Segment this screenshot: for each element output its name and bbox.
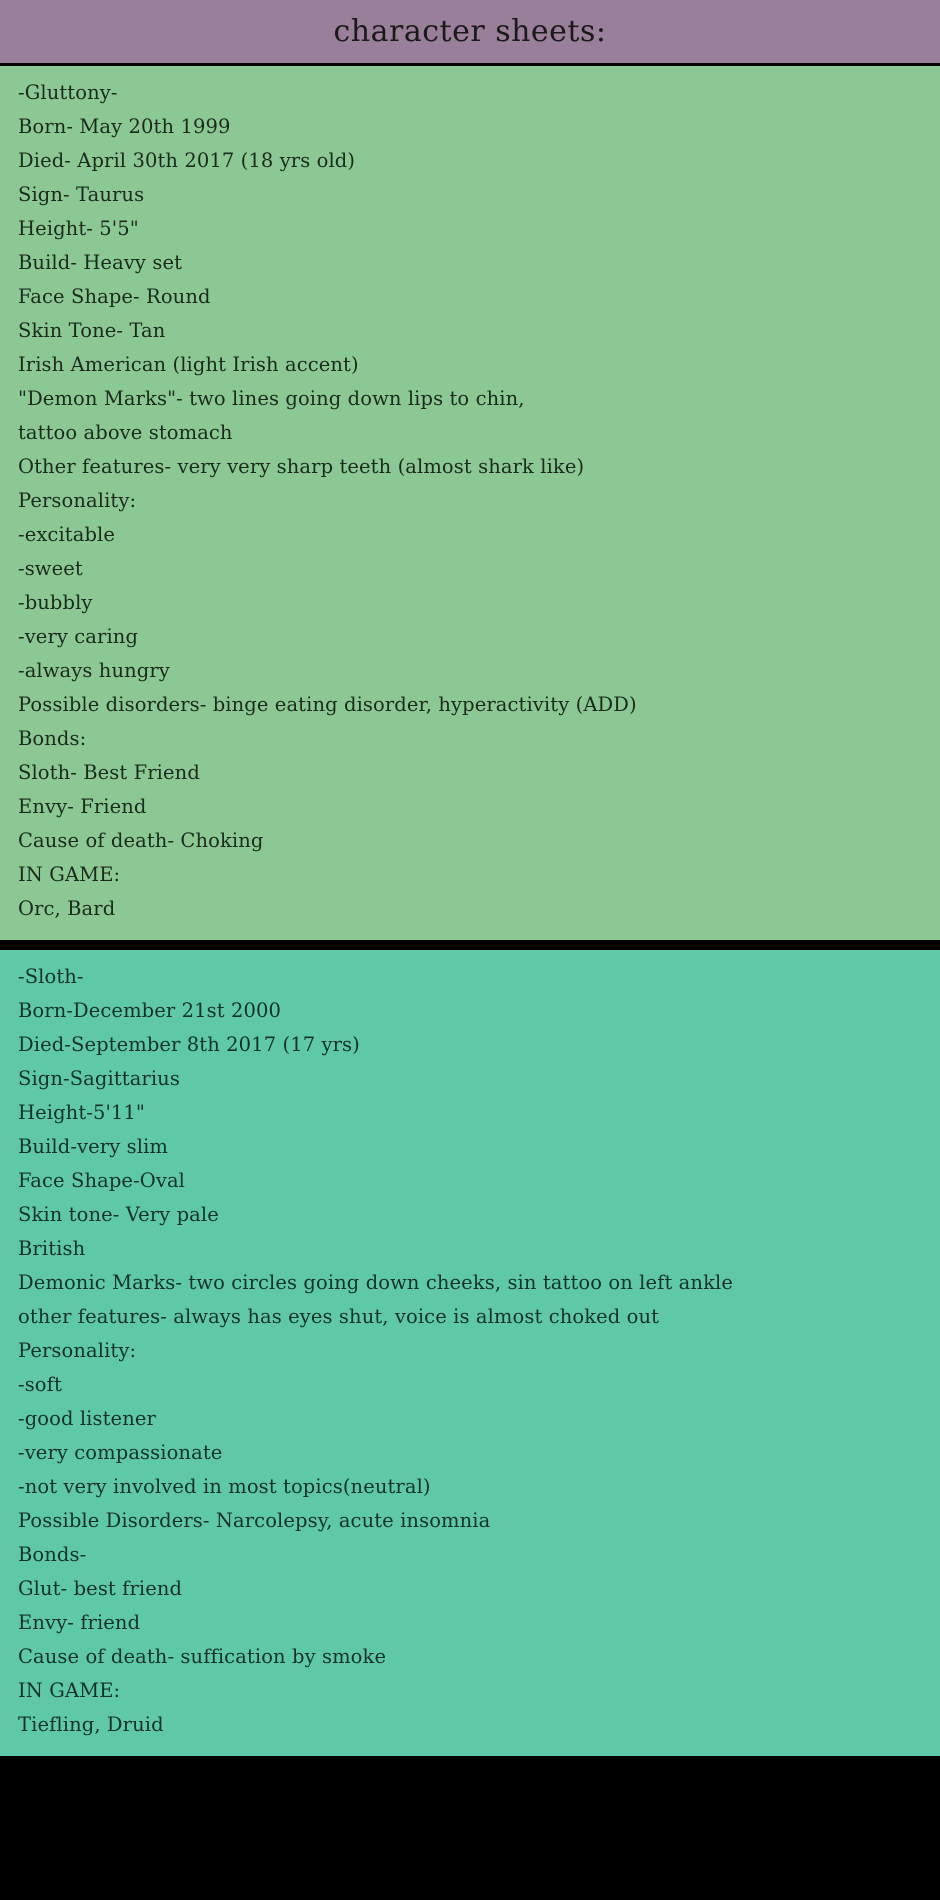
sheet-line: -soft	[18, 1373, 62, 1396]
sheet-line: Cause of death- Choking	[18, 829, 264, 852]
sheet-line: "Demon Marks"- two lines going down lips to chin,	[18, 387, 525, 410]
sheet-line: IN GAME:	[18, 1679, 121, 1702]
sheet-line: Envy- friend	[18, 1611, 141, 1634]
sheet-line: Died-September 8th 2017 (17 yrs)	[18, 1033, 360, 1056]
sheet-line: Skin tone- Very pale	[18, 1203, 219, 1226]
sheet-line: Personality:	[18, 489, 137, 512]
sheet-line: Height-5'11"	[18, 1101, 145, 1124]
sheet-line: Tiefling, Druid	[18, 1713, 164, 1736]
sheet-line: Sign- Taurus	[18, 183, 145, 206]
sheet-line: Sloth- Best Friend	[18, 761, 200, 784]
character-sheet-sloth	[0, 950, 940, 1756]
sheet-line: Build-very slim	[18, 1135, 168, 1158]
character-sheet-gluttony	[0, 66, 940, 940]
sheet-line: Sign-Sagittarius	[18, 1067, 180, 1090]
sheet-line: tattoo above stomach	[18, 421, 233, 444]
section-divider	[0, 940, 940, 950]
sheet-line: Born- May 20th 1999	[18, 115, 231, 138]
sheet-line: -very compassionate	[18, 1441, 223, 1464]
sheet-line: British	[18, 1237, 86, 1260]
sheet-line: -Gluttony-	[18, 81, 118, 104]
sheet-line: -very caring	[18, 625, 139, 648]
sheet-line: Irish American (light Irish accent)	[18, 353, 359, 376]
sheet-line: -always hungry	[18, 659, 170, 682]
sheet-line: -excitable	[18, 523, 116, 546]
sheet-line: Orc, Bard	[18, 897, 116, 920]
sheet-line: Face Shape- Round	[18, 285, 211, 308]
sheet-line: Personality:	[18, 1339, 137, 1362]
sheet-line: Bonds-	[18, 1543, 87, 1566]
sheet-line: Other features- very very sharp teeth (almost shark like)	[18, 455, 585, 478]
sheet-line: Born-December 21st 2000	[18, 999, 281, 1022]
sheet-line: other features- always has eyes shut, voice is almost choked out	[18, 1305, 660, 1328]
sheet-line: -Sloth-	[18, 965, 84, 988]
sheet-line: Cause of death- suffication by smoke	[18, 1645, 387, 1668]
sheet-line: Bonds:	[18, 727, 87, 750]
sheet-line: Demonic Marks- two circles going down cheeks, sin tattoo on left ankle	[18, 1271, 733, 1294]
sheet-line: Skin Tone- Tan	[18, 319, 166, 342]
page-header	[0, 0, 940, 66]
sheet-line: Height- 5'5"	[18, 217, 139, 240]
sheet-line: -bubbly	[18, 591, 93, 614]
sheet-line: -sweet	[18, 557, 83, 580]
sheet-line: -not very involved in most topics(neutral)	[18, 1475, 431, 1498]
page-footer-fill	[0, 1756, 940, 1900]
sheet-line: IN GAME:	[18, 863, 121, 886]
sheet-line: Possible Disorders- Narcolepsy, acute insomnia	[18, 1509, 491, 1532]
sheet-line: Glut- best friend	[18, 1577, 183, 1600]
sheet-line: Face Shape-Oval	[18, 1169, 186, 1192]
page-title: character sheets:	[333, 14, 607, 49]
sheet-line: Build- Heavy set	[18, 251, 183, 274]
sheet-line: Possible disorders- binge eating disorder, hyperactivity (ADD)	[18, 693, 637, 716]
sheet-line: Died- April 30th 2017 (18 yrs old)	[18, 149, 356, 172]
sheet-line: Envy- Friend	[18, 795, 147, 818]
sheet-line: -good listener	[18, 1407, 156, 1430]
